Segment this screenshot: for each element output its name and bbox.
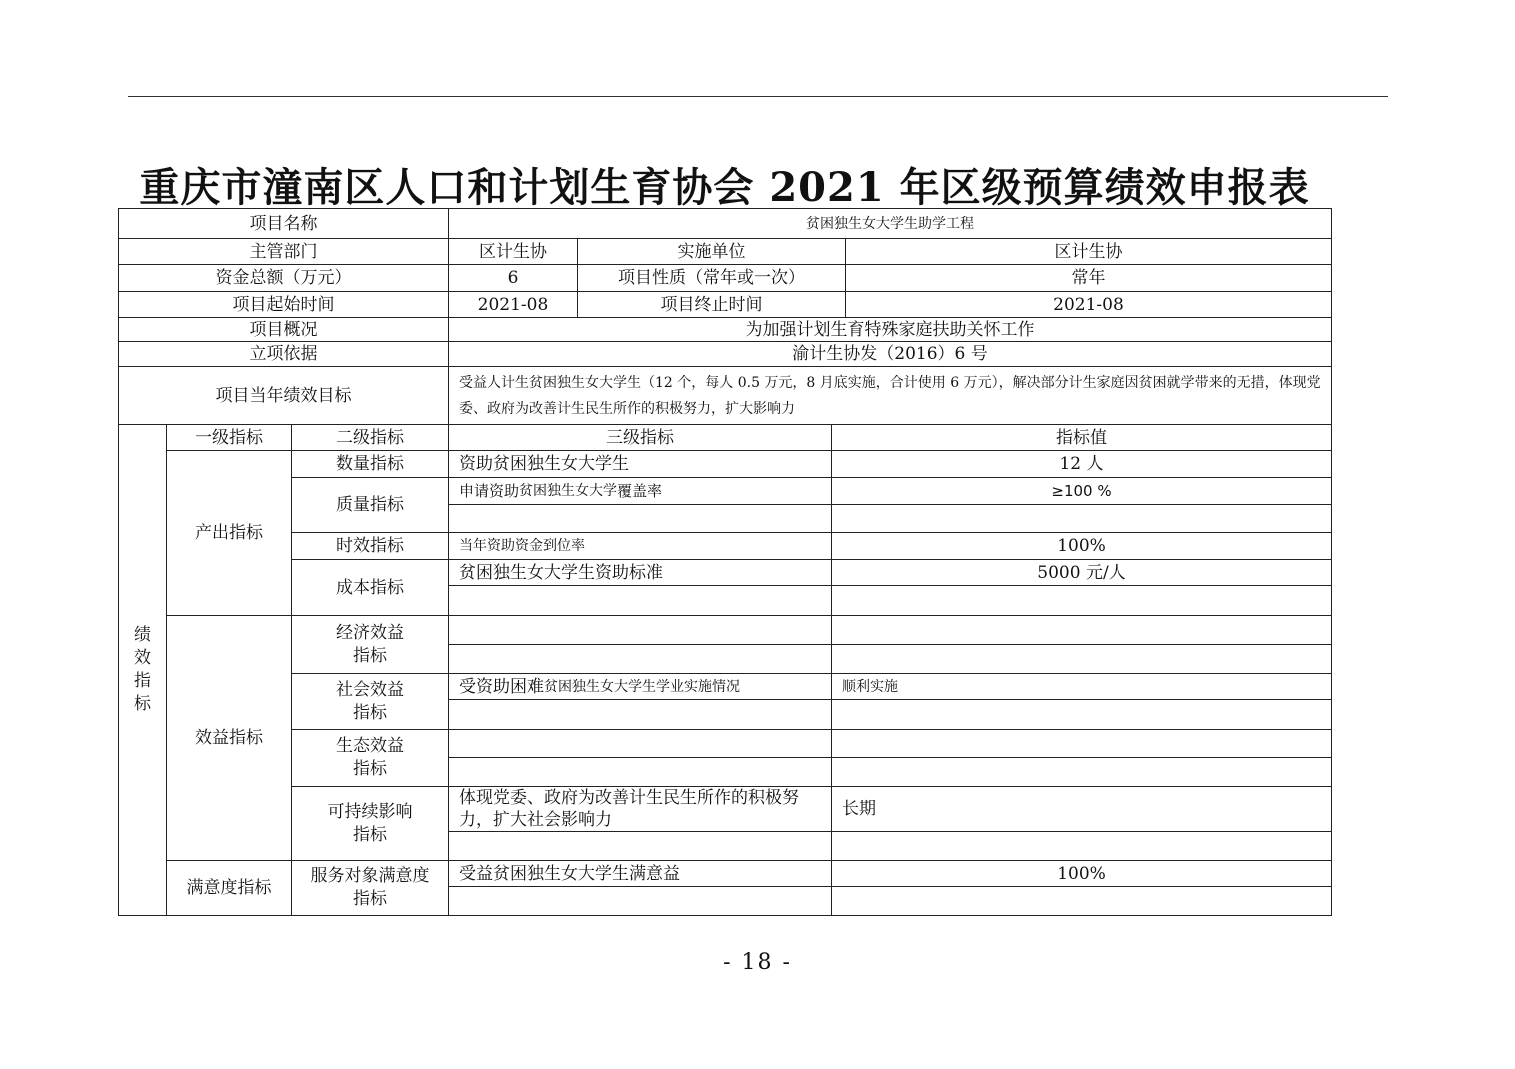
- header-level1: 一级指标: [167, 425, 292, 451]
- quality-item-part: 申请资助: [459, 482, 520, 500]
- empty-cell: [832, 616, 1332, 645]
- header-level3: 三级指标: [449, 425, 832, 451]
- header-rule: [128, 96, 1388, 97]
- sustainable-impact-label: [292, 787, 449, 861]
- service-satisfaction-label: [292, 861, 449, 916]
- project-name-value: 贫困独生女大学生助学工程: [449, 209, 1332, 239]
- ecological-benefit-label: [292, 730, 449, 787]
- timeliness-indicator-item: 当年资助资金到位率: [449, 533, 832, 560]
- cost-indicator-value: 5000 元/人: [832, 560, 1332, 586]
- quality-item-part: 贫困独生女大学: [519, 483, 618, 499]
- quantity-indicator-label: 数量指标: [292, 451, 449, 478]
- empty-cell: [449, 832, 832, 861]
- service-satisfaction-item: 受益贫困独生女大学生满意益: [449, 861, 832, 887]
- basis-label: 立项依据: [119, 342, 449, 367]
- dept-value: 区计生协: [449, 239, 578, 265]
- performance-indicators-side-label: [119, 425, 167, 916]
- overview-value: 为加强计划生育特殊家庭扶助关怀工作: [449, 318, 1332, 342]
- goal-label: 项目当年绩效目标: [119, 367, 449, 425]
- benefit-indicators-label: 效益指标: [167, 616, 292, 861]
- empty-cell: [832, 586, 1332, 616]
- header-level2: 二级指标: [292, 425, 449, 451]
- service-satisfaction-value: 100%: [832, 861, 1332, 887]
- end-value: 2021-08: [846, 292, 1332, 318]
- side-char: 效: [134, 648, 151, 668]
- timeliness-indicator-label: 时效指标: [292, 533, 449, 560]
- start-label: 项目起始时间: [119, 292, 449, 318]
- overview-label: 项目概况: [119, 318, 449, 342]
- impl-unit-value: 区计生协: [846, 239, 1332, 265]
- timeliness-indicator-value: 100%: [832, 533, 1332, 560]
- empty-cell: [832, 700, 1332, 730]
- empty-cell: [449, 700, 832, 730]
- social-item-part: 受资助困难: [459, 676, 544, 697]
- quality-indicator-item: [449, 478, 832, 505]
- social-item-part: 贫困独生女大学生学业实施情况: [544, 678, 740, 695]
- funds-label: 资金总额（万元）: [119, 265, 449, 292]
- nature-value: 常年: [846, 265, 1332, 292]
- social-benefit-label: [292, 674, 449, 730]
- impl-unit-label: 实施单位: [578, 239, 846, 265]
- label-line: 可持续影响: [327, 801, 413, 822]
- empty-cell: [449, 505, 832, 533]
- empty-cell: [449, 887, 832, 916]
- empty-cell: [449, 616, 832, 645]
- header-value: 指标值: [832, 425, 1332, 451]
- empty-cell: [832, 832, 1332, 861]
- nature-label: 项目性质（常年或一次）: [578, 265, 846, 292]
- label-line: 指标: [353, 702, 387, 723]
- quality-item-part: 覆盖率: [617, 482, 663, 500]
- label-line: 指标: [353, 824, 387, 845]
- start-value: 2021-08: [449, 292, 578, 318]
- social-benefit-value: 顺利实施: [832, 674, 1332, 700]
- empty-cell: [449, 758, 832, 787]
- budget-performance-table: [118, 208, 1332, 916]
- quantity-indicator-item: 资助贫困独生女大学生: [449, 451, 832, 478]
- sustainable-impact-item: 体现党委、政府为改善计生民生所作的积极努力，扩大社会影响力: [449, 787, 832, 832]
- empty-cell: [832, 730, 1332, 758]
- economic-benefit-label: [292, 616, 449, 674]
- empty-cell: [832, 505, 1332, 533]
- empty-cell: [832, 645, 1332, 674]
- page-number: - 18 -: [723, 950, 792, 975]
- side-char: 标: [134, 694, 151, 714]
- label-line: 指标: [353, 645, 387, 666]
- label-line: 指标: [353, 889, 387, 909]
- end-label: 项目终止时间: [578, 292, 846, 318]
- output-indicators-label: 产出指标: [167, 451, 292, 616]
- quantity-indicator-value: 12 人: [832, 451, 1332, 478]
- label-line: 生态效益: [336, 736, 404, 756]
- goal-value: 受益人计生贫困独生女大学生（12 个，每人 0.5 万元，8 月底实施，合计使用 6 万元），解决部分计生家庭因贫困就学带来的无措，体现党委、政府为改善计生民生所作的积极努力，扩大影响力: [449, 367, 1332, 425]
- quality-indicator-value: ≥100 %: [832, 478, 1332, 505]
- empty-cell: [832, 887, 1332, 916]
- empty-cell: [449, 586, 832, 616]
- social-benefit-item: [449, 674, 832, 700]
- label-line: 经济效益: [336, 622, 404, 643]
- funds-value: 6: [449, 265, 578, 292]
- label-line: 社会效益: [336, 679, 404, 700]
- label-line: 指标: [353, 759, 387, 779]
- empty-cell: [832, 758, 1332, 787]
- label-line: 服务对象满意度: [310, 866, 430, 886]
- empty-cell: [449, 645, 832, 674]
- satisfaction-indicators-label: 满意度指标: [167, 861, 292, 916]
- dept-label: 主管部门: [119, 239, 449, 265]
- side-char: 绩: [134, 625, 151, 645]
- sustainable-impact-value: 长期: [832, 787, 1332, 832]
- basis-value: 渝计生协发（2016）6 号: [449, 342, 1332, 367]
- page-title: 重庆市潼南区人口和计划生育协会 2021 年区级预算绩效申报表: [139, 164, 1310, 211]
- cost-indicator-item: 贫困独生女大学生资助标准: [449, 560, 832, 586]
- cost-indicator-label: 成本指标: [292, 560, 449, 616]
- quality-indicator-label: 质量指标: [292, 478, 449, 533]
- project-name-label: 项目名称: [119, 209, 449, 239]
- side-char: 指: [134, 671, 151, 691]
- empty-cell: [449, 730, 832, 758]
